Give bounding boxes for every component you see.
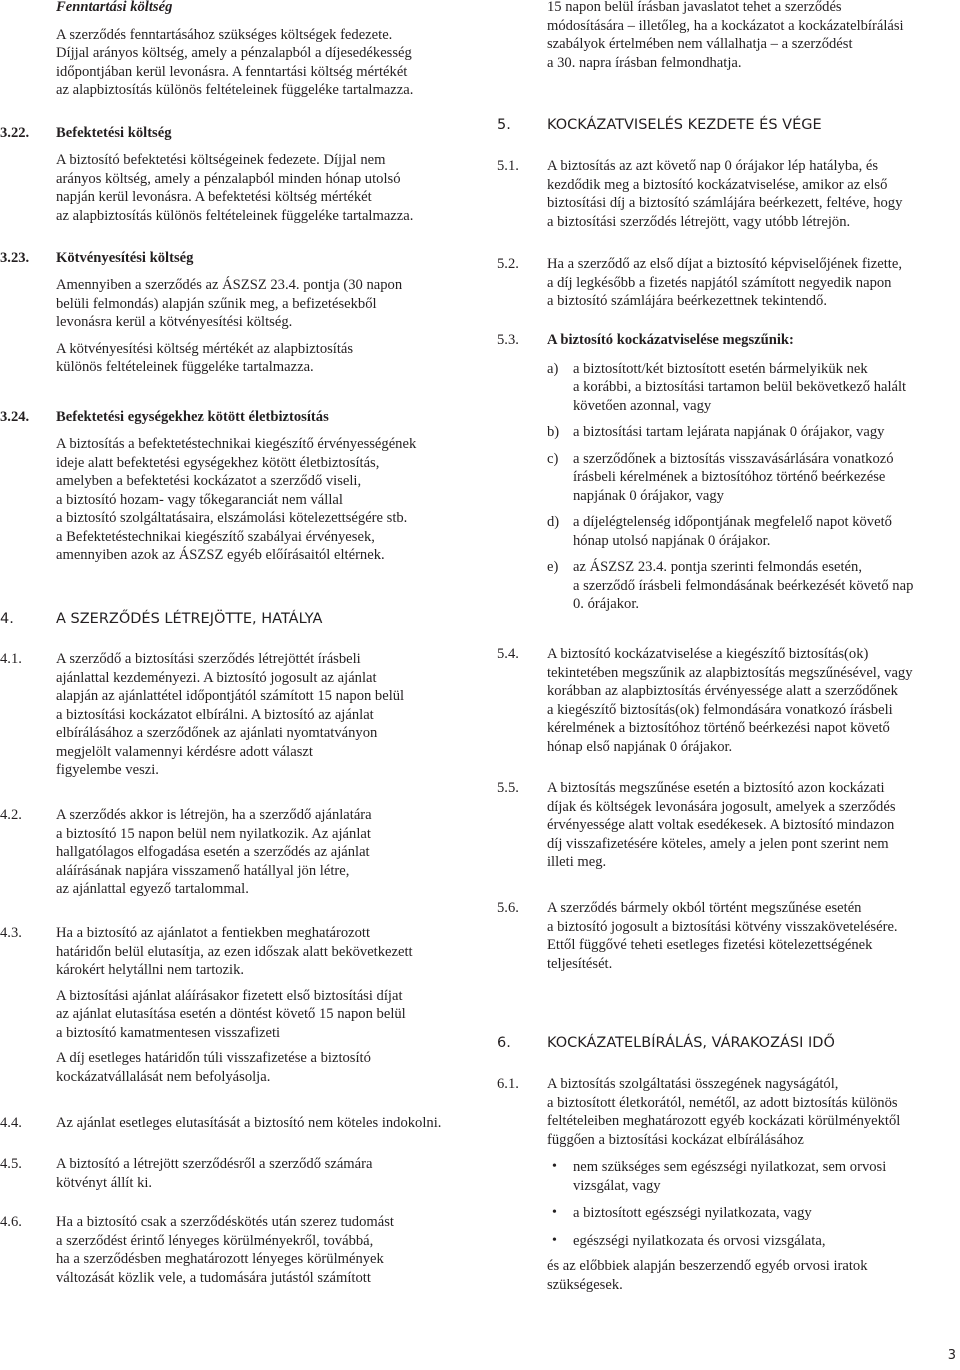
text-line: A kötvényesítési költség mértékét az alapbiztosítás [56, 340, 354, 357]
list-item [547, 423, 960, 442]
section-body [547, 1075, 960, 1294]
section-4-1 [0, 650, 470, 780]
text-line: A szerződő a biztosítási szerződés létrejöttét írásbeli [56, 651, 361, 667]
text-line: a biztosító kamatmentesen visszafizeti [56, 1024, 281, 1041]
section-fenntartasi [56, 0, 470, 100]
text-line: különös feltételeinek függeléke tartalmazza. [56, 359, 314, 375]
text-line: a biztosító szolgáltatásaira, elszámolási kötelezettségére stb. [56, 510, 408, 526]
section-number: 3.22. [0, 125, 30, 141]
text-line: A díj esetleges határidőn túli visszafizetése a biztosító [56, 1050, 371, 1066]
text-line: kezdődik meg a biztosító kockázatviselése, amikor az első [547, 176, 888, 193]
section-body [547, 899, 960, 973]
section-body [56, 276, 476, 377]
text-line: a biztosított/két biztosított esetén bármelyikük nek [573, 360, 868, 377]
bullet-icon: • [552, 1159, 557, 1174]
text-line: a biztosító jogosult a biztosítási kötvény visszakövetelésére. [547, 918, 898, 935]
text-line: alapján az ajánlattétel időpontjától számított 15 napon belül [56, 688, 405, 704]
text-line: károkért helytállni nem tartozik. [56, 962, 245, 978]
section-number: 5.5. [497, 780, 519, 796]
text-line: Ettől függővé teheti esetleges fizetési kötelezettségének [547, 937, 873, 953]
section-body [56, 1114, 470, 1133]
section-number: 5. [497, 117, 511, 133]
list-item [547, 450, 960, 506]
text-line: a korábbi, a biztosítási tartamon belül bekövetkező halált [573, 379, 907, 395]
text-line: A szerződés akkor is létrejön, ha a szerződő ajánlatára [56, 807, 372, 823]
text-line: hallgatólagos elfogadása esetén a szerződés az ajánlat [56, 844, 370, 860]
section-title: Befektetési egységekhez kötött életbiztosítás [56, 409, 329, 425]
list-item [547, 360, 960, 416]
item-list [547, 360, 960, 614]
text-line: az ajánlat elutasítása esetén a döntést követő 15 napon belül [56, 1006, 406, 1022]
list-item [547, 558, 960, 614]
text-line: A biztosító befektetési költségeinek fedezete. Díjjal nem [56, 152, 386, 168]
text-line: változását közlik vele, a tudomására jutástól számított [56, 1269, 371, 1286]
text-line: határidőn belül elutasítja, az ezen időszak alatt bekövetkezett [56, 943, 413, 960]
section-body [56, 1213, 470, 1287]
text-line: módosítására – illetőleg, ha a kockázatot a kockázatelbírálási [547, 17, 904, 34]
section-5-5 [497, 779, 960, 872]
section-number: 4.2. [0, 807, 22, 823]
item-letter: e) [547, 559, 559, 575]
text-line: szükségesek. [547, 1276, 623, 1293]
text-line: feltételeiben meghatározott egyéb kockázati körülményektől [547, 1113, 901, 1129]
text-line: a 30. napra írásban felmondhatja. [547, 54, 742, 71]
text-line: a díjelégtelenség időpontjának megfelelő napot követő [573, 514, 892, 530]
section-number: 5.1. [497, 158, 519, 174]
section-title: A SZERZŐDÉS LÉTREJÖTTE, HATÁLYA [56, 611, 323, 627]
text-line: Amennyiben a szerződés az ÁSZSZ 23.4. pontja (30 napon [56, 277, 403, 293]
section-4-2 [0, 806, 470, 899]
section-5-2 [497, 255, 960, 311]
section-5-3 [497, 331, 960, 614]
list-item [547, 1204, 960, 1223]
text-line: a szerződő írásbeli felmondásának beérkezését követő nap [573, 577, 914, 594]
text-line: díj visszafizetésére köteles, amely a jelen pont szerint nem [547, 835, 889, 852]
text-line: függően a biztosítási kockázat elbírálásához [547, 1131, 804, 1148]
text-line: a biztosítási kockázatot elbírálni. A biztosító az ajánlat [56, 706, 374, 723]
section-6-1 [497, 1075, 960, 1294]
page-number: 3 [947, 1348, 956, 1363]
text-line: 15 napon belül írásban javaslatot tehet a szerződés [547, 0, 842, 15]
text-line: A biztosítási ajánlat aláírásakor fizetett első biztosítási díjat [56, 987, 403, 1004]
text-line: a szerződőnek a biztosítás visszavásárlására vonatkozó [573, 450, 894, 467]
section-body [547, 645, 960, 756]
text-line: 0. órájakor. [573, 596, 640, 612]
text-line: A biztosítás a befektetéstechnikai kiegészítő érvényességének [56, 436, 417, 452]
text-line: szabályok értelmében nem vállalhatja – a szerződést [547, 36, 853, 52]
section-number: 5.3. [497, 332, 519, 348]
text-line: napjának 0 órájakor, vagy [573, 487, 724, 504]
section-body [56, 924, 470, 1086]
item-letter: a) [547, 360, 559, 377]
text-line: figyelembe veszi. [56, 762, 159, 778]
text-line: ideje alatt befektetési egységekhez kötött életbiztosítás, [56, 454, 380, 471]
section-4-4 [0, 1114, 470, 1133]
text-line: Ha a biztosító az ajánlatot a fentiekben meghatározott [56, 925, 371, 941]
text-line: az alapbiztosítás különös feltételeinek függeléke tartalmazza. [56, 82, 414, 98]
section-number: 4.1. [0, 651, 22, 667]
section-number: 5.2. [497, 256, 519, 272]
section-body [56, 435, 476, 565]
text-line: az ÁSZSZ 23.4. pontja szerinti felmondás esetén, [573, 559, 862, 575]
text-line: követően azonnal, vagy [573, 397, 712, 414]
text-line: kötvényt állít ki. [56, 1174, 153, 1191]
item-letter: d) [547, 514, 560, 530]
section-number: 4. [0, 611, 14, 627]
section-number: 5.4. [497, 646, 519, 662]
section-body [547, 255, 960, 311]
text-line: a biztosított életkorától, nemétől, az adott biztosítás különös [547, 1094, 898, 1111]
text-line: a szerződést érintő lényeges körülményekről, továbbá, [56, 1232, 374, 1249]
section-number: 4.6. [0, 1214, 22, 1230]
section-title: Befektetési költség [56, 125, 172, 141]
text-line: A biztosítás megszűnése esetén a biztosító azon kockázati [547, 780, 885, 796]
text-line: kockázatvállalását nem befolyásolja. [56, 1068, 271, 1085]
text-line: illeti meg. [547, 854, 607, 870]
text-line: Az ajánlat esetleges elutasítását a biztosító nem köteles indokolni. [56, 1115, 442, 1131]
section-body [547, 157, 960, 231]
text-line: a díj legkésőbb a fizetés napjától számított negyedik napon [547, 274, 892, 291]
text-line: a biztosított egészségi nyilatkozata, vagy [573, 1205, 812, 1221]
text-line: a biztosítási szerződés létrejött, vagy utóbb létrejön. [547, 213, 851, 230]
section-number: 4.4. [0, 1115, 22, 1131]
text-line: A szerződés bármely okból történt megszűnése esetén [547, 900, 862, 916]
text-line: aláírásának napjára visszamenő hatállyal jön létre, [56, 862, 350, 879]
text-line: az ajánlattal egyező tartalommal. [56, 881, 249, 897]
text-line: ha a szerződésben meghatározott lényeges körülmények [56, 1251, 384, 1267]
text-line: a biztosító hozam- vagy tőkegaranciát nem vállal [56, 491, 343, 508]
section-body [56, 26, 470, 100]
section-title: KOCKÁZATELBÍRÁLÁS, VÁRAKOZÁSI IDŐ [547, 1035, 835, 1051]
section-number: 3.23. [0, 250, 30, 266]
text-line: amennyiben azok az ÁSZSZ egyéb előírásaitól eltérnek. [56, 547, 385, 563]
section-5-6 [497, 899, 960, 973]
section-4-6 [0, 1213, 470, 1287]
section-5-4 [497, 645, 960, 756]
text-line: Díjjal arányos költség, amely a pénzalapból a díjesedékesség [56, 45, 412, 61]
bullet-icon: • [552, 1232, 557, 1248]
section-body [56, 650, 470, 780]
list-item [547, 1232, 960, 1251]
text-line: korábban az alapbiztosítás érvényessége alatt a szerződőnek [547, 683, 898, 699]
text-line: egészségi nyilatkozata és orvosi vizsgálata, [573, 1232, 826, 1249]
text-line: elbírálásához a szerződőnek az ajánlati nyomtatványon [56, 725, 378, 741]
section-number: 4.5. [0, 1156, 22, 1172]
continued-text [547, 0, 960, 72]
text-line: A szerződés fenntartásához szükséges költségek fedezete. [56, 26, 393, 43]
item-letter: b) [547, 424, 560, 440]
section-body [547, 779, 960, 872]
section-5-1 [497, 157, 960, 231]
text-line: levonásra kerül a kötvényesítési költség. [56, 314, 293, 330]
bullet-icon: • [552, 1205, 557, 1220]
section-4-5 [0, 1155, 470, 1192]
list-item [547, 513, 960, 550]
text-line: az alapbiztosítás különös feltételeinek függeléke tartalmazza. [56, 207, 414, 224]
section-title: KOCKÁZATVISELÉS KEZDETE ÉS VÉGE [547, 117, 822, 133]
section-title: A biztosító kockázatviselése megszűnik: [547, 332, 794, 348]
text-line: időpontjában kerül levonásra. A fenntartási költség mértékét [56, 63, 408, 80]
text-line: Ha a szerződő az első díjat a biztosító képviselőjének fizette, [547, 256, 902, 272]
text-line: hónap első napjának 0 órájakor. [547, 738, 733, 755]
section-number: 6. [497, 1035, 511, 1051]
section-heading: Fenntartási költség [56, 0, 173, 15]
text-line: ajánlattal kezdeményezi. A biztosító jogosult az ajánlat [56, 669, 377, 686]
text-line: tekintetében megszűnik az alapbiztosítás megszűnésével, vagy [547, 664, 913, 681]
text-line: és az előbbiek alapján beszerzendő egyéb orvosi iratok [547, 1258, 868, 1274]
text-line: díjak és költségek levonására jogosult, amelyek a szerződés [547, 798, 896, 815]
text-line: A biztosítás az azt követő nap 0 órájakor lép hatályba, és [547, 158, 879, 174]
text-line: kérelmének a biztosítóhoz történő beérkezési napot követő [547, 720, 890, 736]
text-line: biztosítási díj a biztosító számlájára beérkezett, feltéve, hogy [547, 195, 903, 211]
text-line: írásbeli kérelmének a biztosítóhoz történő beérkezése [573, 469, 886, 485]
section-body [56, 151, 476, 225]
text-line: napján kerül levonásra. A befektetési költség mértékét [56, 189, 372, 205]
text-line: megjelölt valamennyi kérdésre adott választ [56, 743, 313, 760]
section-body [56, 806, 470, 899]
text-line: a biztosító számlájára beérkezettnek tekintendő. [547, 293, 827, 309]
section-number: 5.6. [497, 900, 519, 916]
text-line: vizsgálat, vagy [573, 1177, 661, 1194]
text-line: A biztosító a létrejött szerződésről a szerződő számára [56, 1156, 373, 1172]
text-line: belüli felmondás) alapján szűnik meg, a befizetésekből [56, 295, 377, 312]
text-line: érvényessége alatt voltak esedékesek. A biztosító mindazon [547, 817, 895, 833]
text-line: Ha a biztosító csak a szerződéskötés után szerez tudomást [56, 1214, 394, 1230]
section-number: 3.24. [0, 409, 30, 425]
text-line: arányos költség, amely a pénzalapból minden hónap utolsó [56, 170, 401, 187]
text-line: a biztosító 15 napon belül nem nyilatkozik. Az ajánlat [56, 825, 371, 842]
section-number: 4.3. [0, 925, 22, 941]
list-item [547, 1158, 960, 1195]
item-letter: c) [547, 450, 559, 467]
section-4-3 [0, 924, 470, 1086]
text-line: nem szükséges sem egészségi nyilatkozat, sem orvosi [573, 1159, 887, 1175]
text-line: teljesítését. [547, 955, 613, 972]
text-line: a kiegészítő biztosítás(ok) felmondására vonatkozó írásbeli [547, 701, 893, 718]
text-line: a biztosítási tartam lejárata napjának 0 órájakor, vagy [573, 424, 885, 440]
section-title: Kötvényesítési költség [56, 250, 194, 266]
text-line: A biztosító kockázatviselése a kiegészítő biztosítás(ok) [547, 646, 869, 662]
text-line: hónap utolsó napjának 0 órájakor. [573, 532, 771, 549]
text-line: amelyben a befektetési kockázatot a szerződő viseli, [56, 473, 362, 489]
section-number: 6.1. [497, 1076, 519, 1092]
text-line: A biztosítás szolgáltatási összegének nagyságától, [547, 1076, 839, 1092]
text-line: a Befektetéstechnikai kiegészítő szabályai érvényesek, [56, 528, 375, 545]
section-body [56, 1155, 470, 1192]
